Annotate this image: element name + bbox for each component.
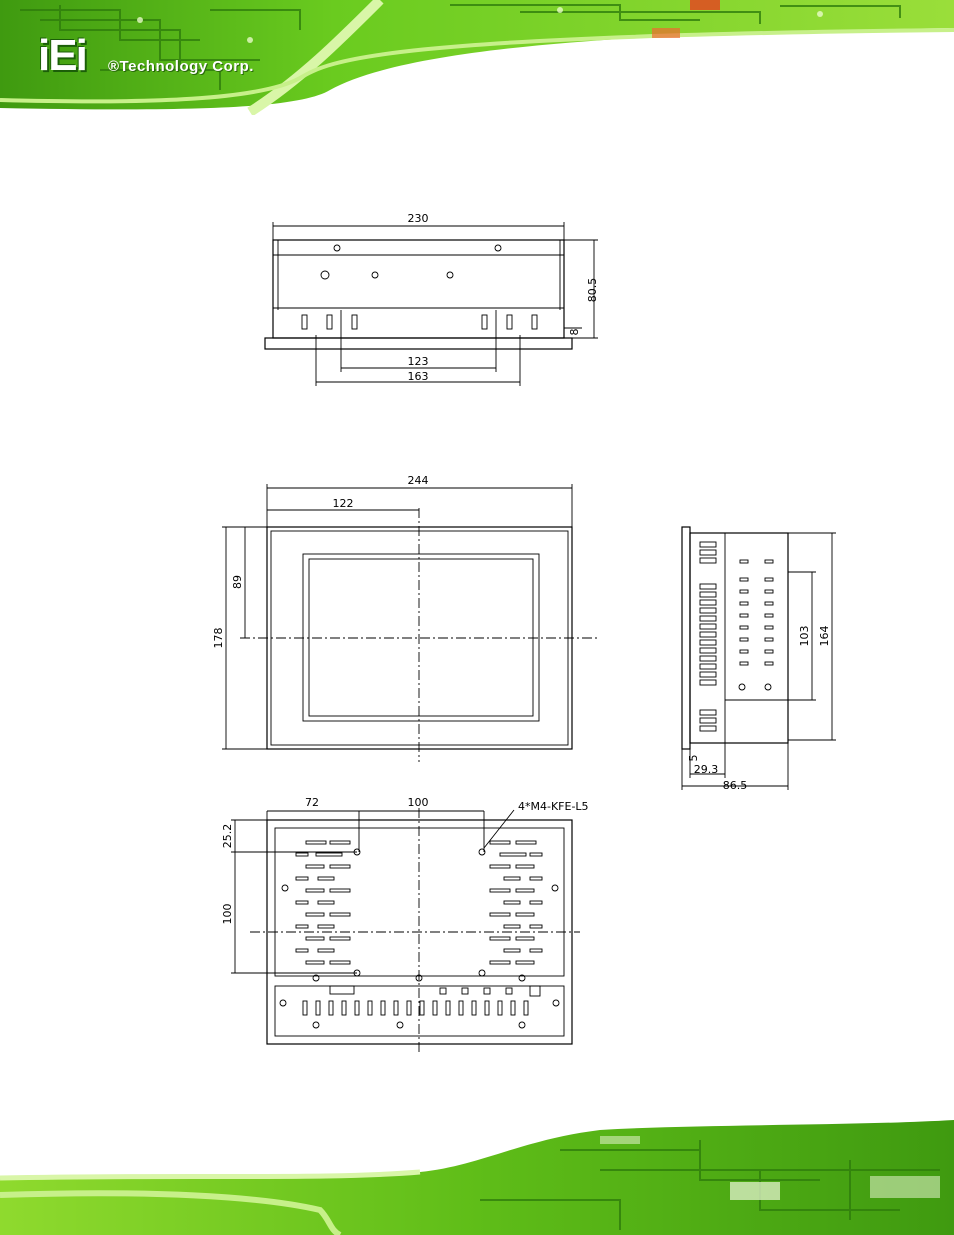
rear-screw-spec: 4*M4-KFE-L5 [518, 800, 589, 813]
side-view-drawing [682, 527, 836, 790]
top-width-dimension: 230 [407, 212, 429, 225]
side-inner-depth-dimension: 29.3 [693, 763, 719, 776]
logo-mark: iEi [38, 31, 86, 80]
side-depth-dimension: 86.5 [722, 779, 748, 792]
rear-view-drawing [231, 808, 580, 1055]
side-vent-slots [700, 542, 773, 731]
rear-spacing-dimension: 100 [407, 796, 429, 809]
front-view-drawing [222, 484, 597, 762]
dimension-labels [212, 212, 831, 925]
rear-left-dimension: 72 [305, 796, 319, 809]
rear-io-slots [303, 986, 540, 1015]
top-inner-dimension: 123 [407, 355, 429, 368]
front-half-width-dimension: 122 [332, 497, 354, 510]
rear-vertical-spacing-dimension: 100 [221, 903, 234, 925]
rear-top-offset-dimension: 25.2 [221, 823, 234, 849]
rear-screw-holes [280, 849, 559, 1028]
front-height-dimension: 178 [212, 627, 225, 649]
top-height-dimension: 80.5 [586, 277, 599, 303]
front-half-height-dimension: 89 [231, 575, 244, 589]
side-inner-height-dimension: 103 [798, 625, 811, 647]
top-outer-dimension: 163 [407, 370, 429, 383]
side-small-dimension: 5 [687, 754, 700, 762]
front-width-dimension: 244 [407, 474, 429, 487]
top-view-drawing [265, 222, 598, 386]
top-small-dimension: 8 [568, 328, 581, 336]
side-height-dimension: 164 [818, 625, 831, 647]
company-name: ®Technology Corp. [108, 58, 254, 75]
